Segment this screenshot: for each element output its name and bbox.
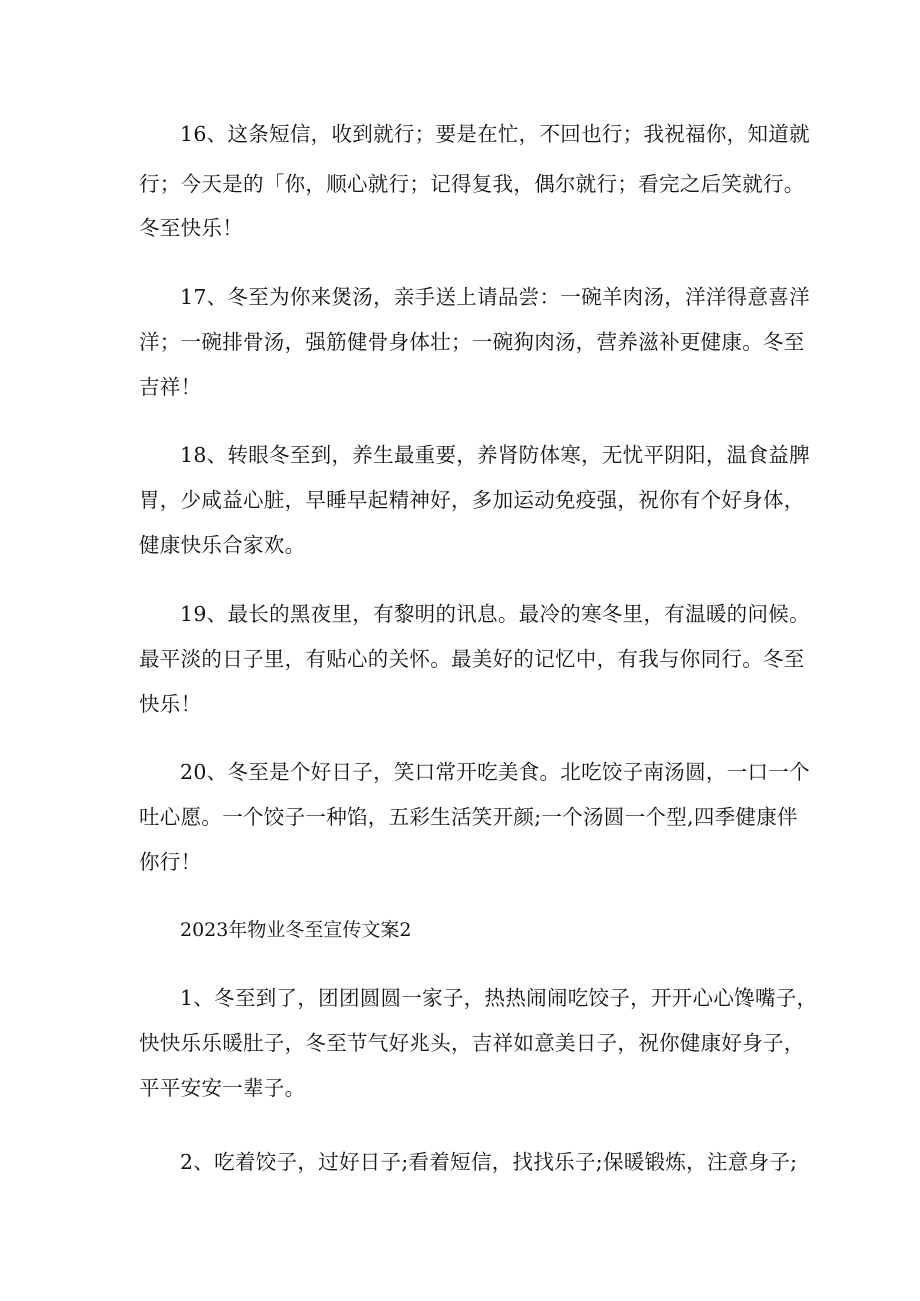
section2-paragraph-2-line-1: 2、吃着饺子，过好日子;看着短信，找找乐子;保暖锻炼，注意身子; (180, 1150, 798, 1174)
paragraph-19-line-1: 19、最长的黑夜里，有黎明的讯息。最冷的寒冬里，有温暖的问候。 (180, 602, 810, 626)
paragraph-17-line-2: 洋；一碗排骨汤，强筋健骨身体壮；一碗狗肉汤，营养滋补更健康。冬至 (139, 330, 805, 354)
section-heading: 2023年物业冬至宣传文案2 (180, 919, 412, 941)
section2-paragraph-1-line-3: 平平安安一辈子。 (139, 1076, 306, 1100)
paragraph-16-line-3: 冬至快乐！ (139, 216, 243, 240)
paragraph-20-line-3: 你行！ (139, 850, 202, 874)
paragraph-18-line-3: 健康快乐合家欢。 (139, 533, 306, 557)
paragraph-16-line-2: 行；今天是的「你，顺心就行；记得复我，偶尔就行；看完之后笑就行。 (139, 172, 805, 196)
section2-paragraph-1-line-1: 1、冬至到了，团团圆圆一家子，热热闹闹吃饺子，开开心心馋嘴子， (180, 986, 818, 1010)
paragraph-17-line-3: 吉祥！ (139, 375, 202, 399)
paragraph-17-line-1: 17、冬至为你来煲汤，亲手送上请品尝：一碗羊肉汤，洋洋得意喜洋 (180, 285, 810, 309)
paragraph-19-line-2: 最平淡的日子里，有贴心的关怀。最美好的记忆中，有我与你同行。冬至 (139, 647, 805, 671)
paragraph-16-line-1: 16、这条短信，收到就行；要是在忙，不回也行；我祝福你，知道就 (180, 122, 810, 146)
paragraph-18-line-2: 胃，少咸益心脏，早睡早起精神好，多加运动免疫强，祝你有个好身体， (139, 488, 805, 512)
paragraph-19-line-3: 快乐！ (139, 692, 202, 716)
section2-paragraph-1-line-2: 快快乐乐暖肚子，冬至节气好兆头，吉祥如意美日子，祝你健康好身子， (139, 1031, 805, 1055)
paragraph-18-line-1: 18、转眼冬至到，养生最重要，养肾防体寒，无忧平阴阳，温食益脾 (180, 443, 810, 467)
paragraph-20-line-1: 20、冬至是个好日子，笑口常开吃美食。北吃饺子南汤圆，一口一个 (180, 760, 810, 784)
paragraph-20-line-2: 吐心愿。一个饺子一种馅，五彩生活笑开颜;一个汤圆一个型,四季健康伴 (139, 805, 798, 829)
